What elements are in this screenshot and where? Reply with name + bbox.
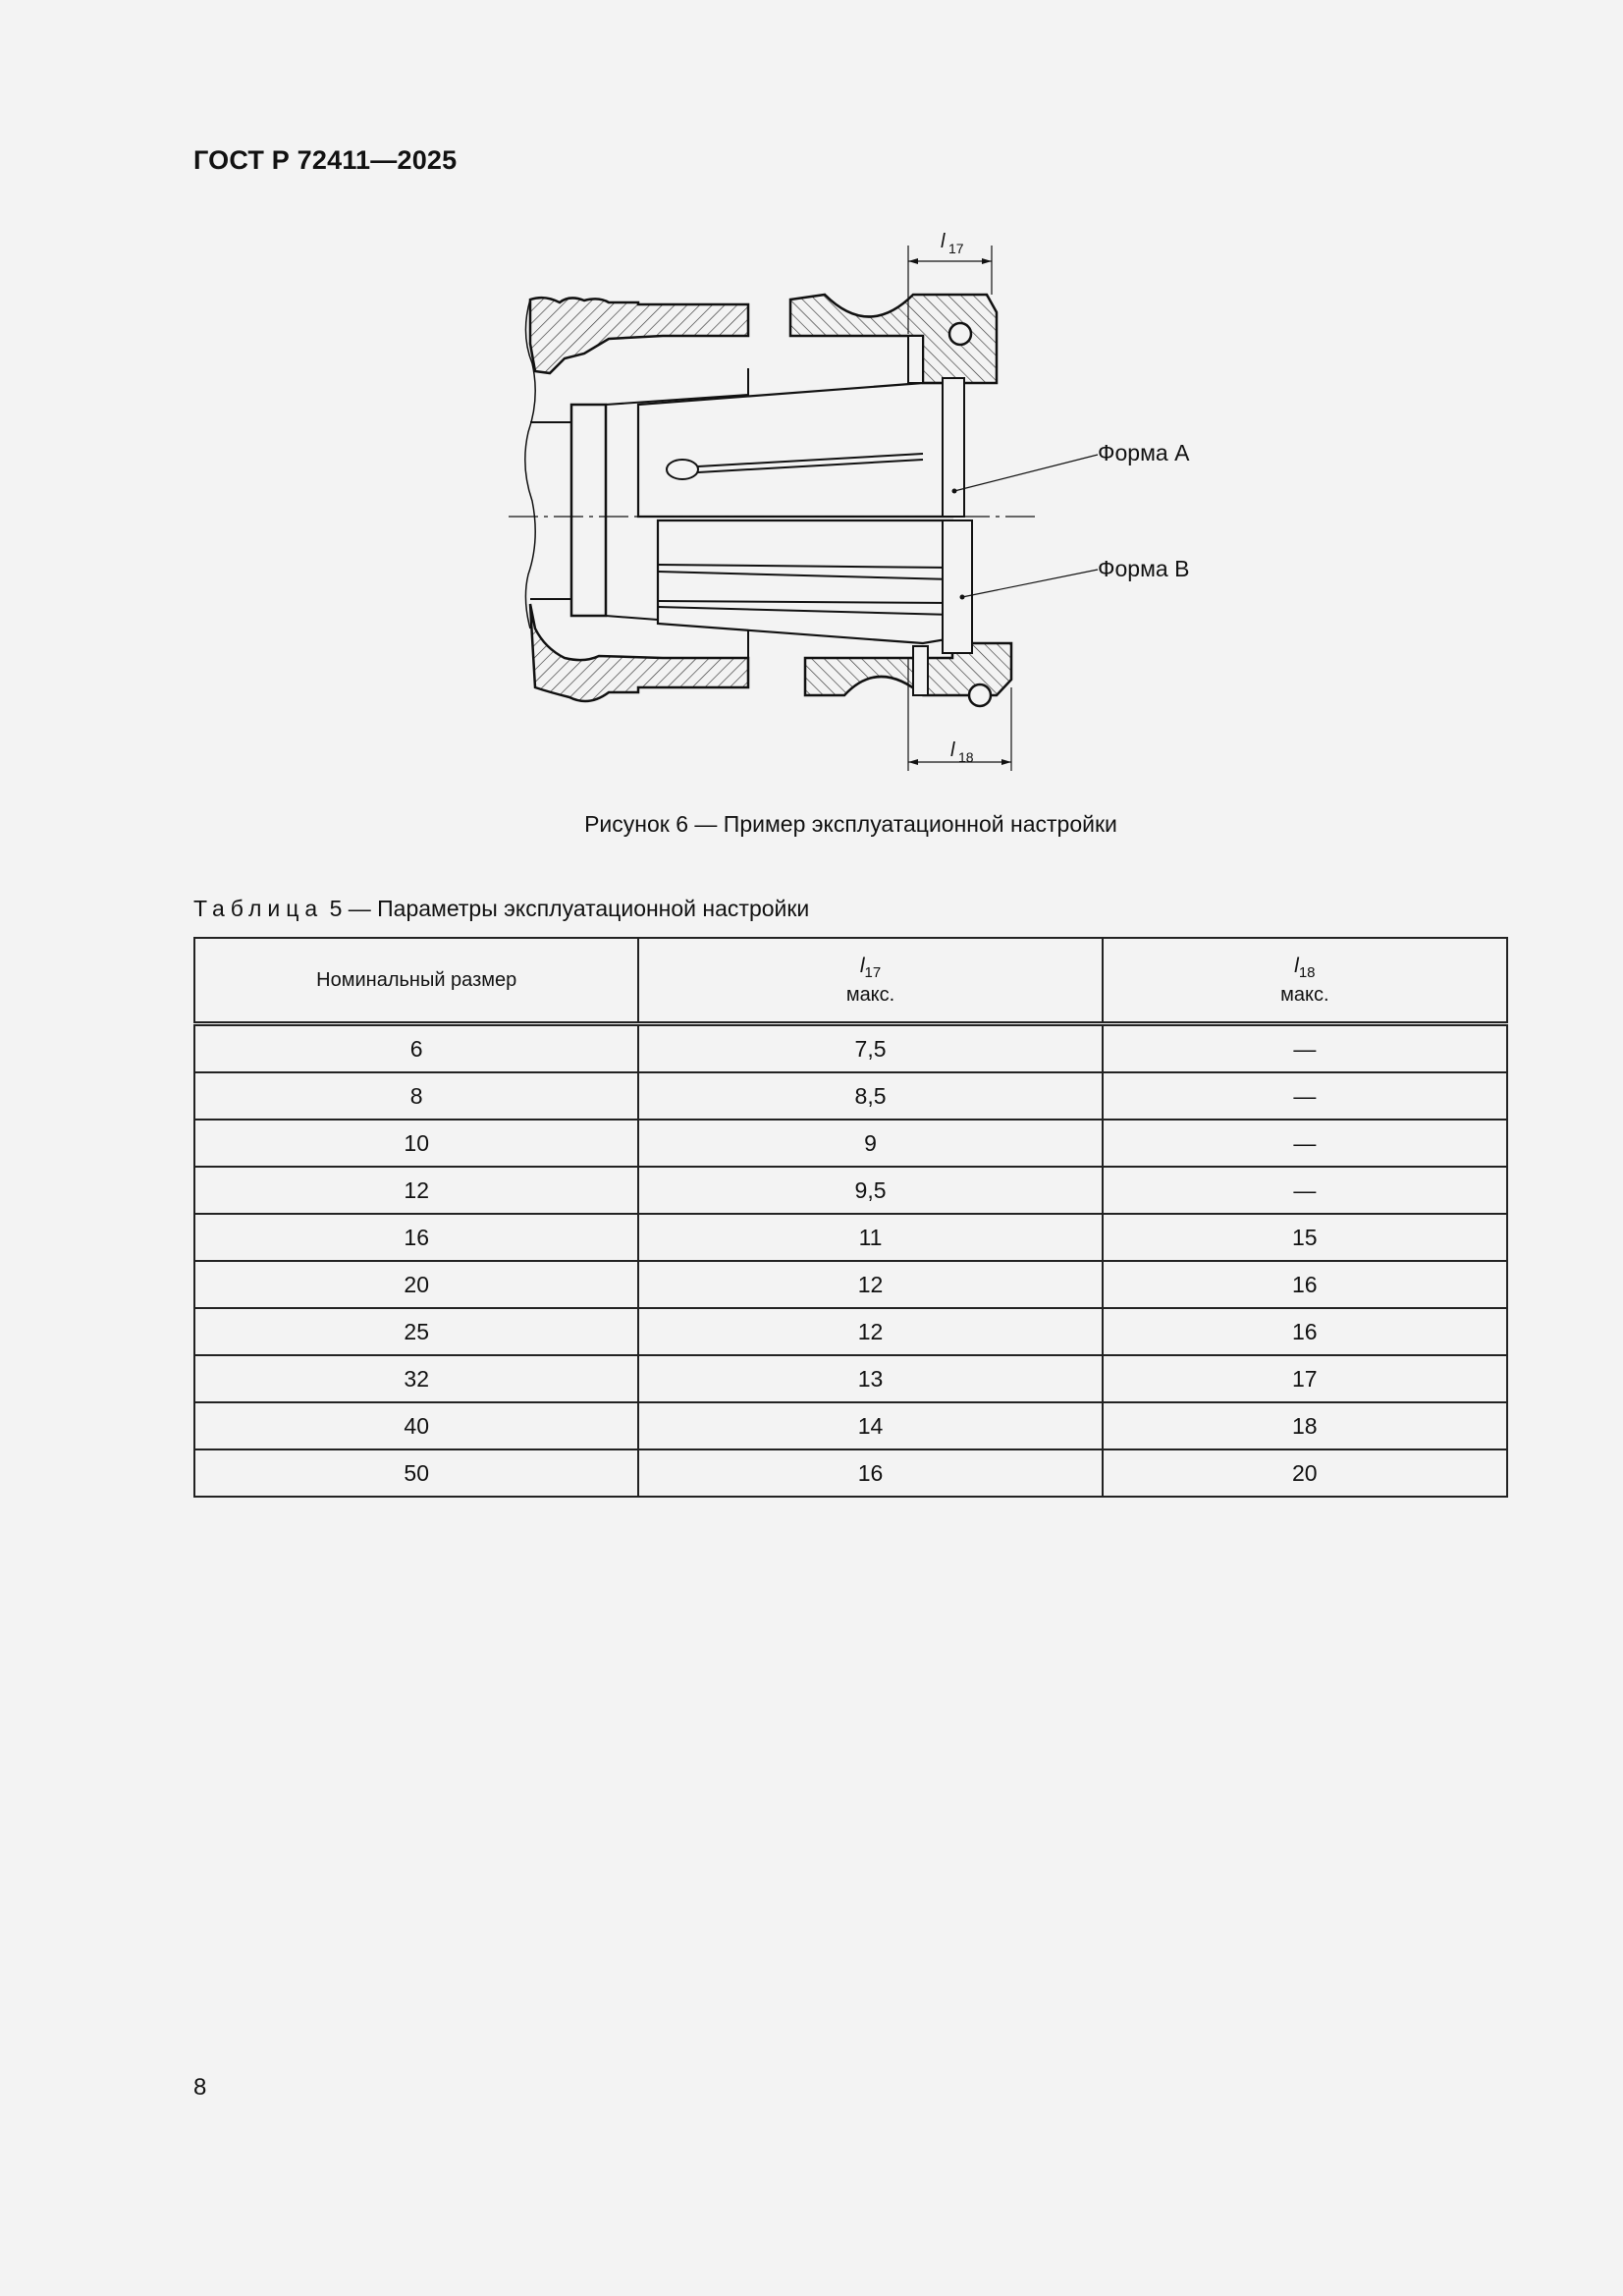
- label-form-b: Форма B: [1098, 556, 1190, 581]
- table-row: [194, 1072, 1507, 1120]
- header-nominal-size-label: Номинальный размер: [316, 969, 517, 991]
- table-row: [194, 1261, 1507, 1308]
- cell-l18: 18: [1103, 1402, 1507, 1449]
- page-number: 8: [193, 2074, 207, 2101]
- cell-nominal-size: 10: [194, 1120, 638, 1167]
- spindle-upper-section: [530, 298, 748, 373]
- cell-nominal-size: 40: [194, 1402, 638, 1449]
- table-caption-rest: 5 — Параметры эксплуатационной настройки: [329, 896, 810, 921]
- drawbar-flange: [571, 405, 606, 616]
- table-row: [194, 1449, 1507, 1497]
- header-l17: [638, 938, 1102, 1024]
- table-caption-prefix: Таблица: [193, 896, 324, 921]
- collet-form-b: [658, 520, 952, 643]
- dimension-l17-sub: 17: [948, 241, 964, 256]
- cell-l17: 9,5: [638, 1167, 1102, 1214]
- header-l18-sub: 18: [1298, 963, 1316, 981]
- document-header: ГОСТ Р 72411—2025: [193, 145, 458, 175]
- table-body: [194, 1024, 1507, 1498]
- header-l18-symbol: l: [1294, 954, 1299, 977]
- cell-nominal-size: 6: [194, 1024, 638, 1073]
- header-l17-symbol: l: [859, 954, 865, 977]
- technical-drawing: [491, 226, 1237, 786]
- cell-l18: 16: [1103, 1261, 1507, 1308]
- cell-l18: —: [1103, 1120, 1507, 1167]
- table-row: [194, 1167, 1507, 1214]
- cell-l17: 12: [638, 1261, 1102, 1308]
- cell-nominal-size: 16: [194, 1214, 638, 1261]
- cell-l17: 16: [638, 1449, 1102, 1497]
- cell-l17: 7,5: [638, 1024, 1102, 1073]
- cell-nominal-size: 25: [194, 1308, 638, 1355]
- dimension-l18-sub: 18: [958, 749, 974, 765]
- cell-l18: —: [1103, 1024, 1507, 1073]
- cell-l18: 15: [1103, 1214, 1507, 1261]
- table-header-row: [194, 938, 1507, 1024]
- header-nominal-size: [194, 938, 638, 1024]
- cell-l17: 13: [638, 1355, 1102, 1402]
- cell-l17: 8,5: [638, 1072, 1102, 1120]
- cell-nominal-size: 20: [194, 1261, 638, 1308]
- cell-nominal-size: 12: [194, 1167, 638, 1214]
- label-form-a: Форма А: [1098, 440, 1190, 465]
- collet-form-a: [638, 383, 952, 517]
- collet-section-drawing: [491, 226, 1237, 786]
- table-row: [194, 1120, 1507, 1167]
- cell-l17: 9: [638, 1120, 1102, 1167]
- table-row: [194, 1024, 1507, 1073]
- dimension-l18: l: [950, 739, 955, 761]
- cell-l17: 12: [638, 1308, 1102, 1355]
- cell-nominal-size: 32: [194, 1355, 638, 1402]
- header-l17-sub: 17: [864, 963, 882, 981]
- header-l17-note: макс.: [845, 983, 895, 1006]
- dimension-l17: l: [941, 231, 946, 252]
- cell-l18: 16: [1103, 1308, 1507, 1355]
- cell-l17: 14: [638, 1402, 1102, 1449]
- cell-l18: —: [1103, 1167, 1507, 1214]
- header-l18: [1103, 938, 1507, 1024]
- cell-nominal-size: 50: [194, 1449, 638, 1497]
- parameters-table: [193, 937, 1508, 1498]
- cell-l17: 11: [638, 1214, 1102, 1261]
- cell-l18: —: [1103, 1072, 1507, 1120]
- table-row: [194, 1308, 1507, 1355]
- table-row: [194, 1402, 1507, 1449]
- cell-l18: 20: [1103, 1449, 1507, 1497]
- table-caption: [193, 896, 809, 922]
- figure-caption: Рисунок 6 — Пример эксплуатационной настройки: [584, 811, 1117, 837]
- cell-nominal-size: 8: [194, 1072, 638, 1120]
- header-l18-note: макс.: [1280, 983, 1329, 1006]
- table-row: [194, 1214, 1507, 1261]
- table-row: [194, 1355, 1507, 1402]
- cell-l18: 17: [1103, 1355, 1507, 1402]
